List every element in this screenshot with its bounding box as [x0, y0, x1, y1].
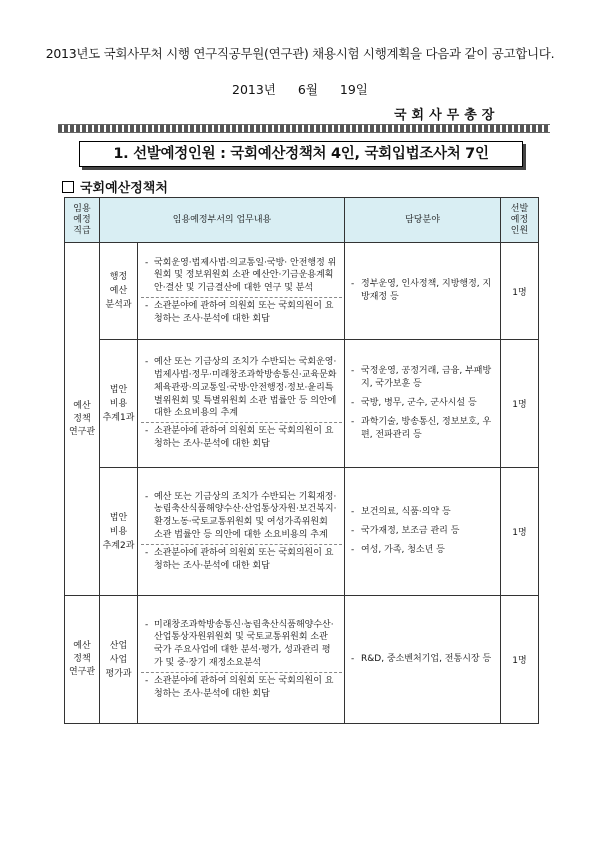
count-cell: 1명	[501, 243, 539, 340]
duty-item: - 국회운영·법제사법·의교통일·국방· 안전행정 위원회 및 정보위원회 소관 예산안·기금운용계획안·결산 및 기금결산에 대한 연구 및 분석	[145, 257, 338, 295]
fields-cell	[345, 243, 501, 340]
duty-item: - 소관분야에 관하여 의원회 또는 국회의원이 요청하는 조사·분석에 대한 회답	[145, 300, 338, 326]
issuer: 국회사무총장	[394, 108, 500, 123]
dept-cell: 법안 비용 추계2과	[100, 468, 138, 596]
field-item: - 여성, 가족, 청소년 등	[351, 544, 492, 557]
count-cell: 1명	[501, 340, 539, 468]
dept-cell: 법안 비용 추계1과	[100, 340, 138, 468]
duty-item: - 소관분야에 관하여 의원회 또는 국회의원이 요청하는 조사·분석에 대한 회답	[145, 675, 338, 701]
intro-text: 2013년도 국회사무처 시행 연구직공무원(연구관) 채용시험 시행계획을 다음과 같이 공고합니다.	[45, 46, 555, 61]
duty-item: - 소관분야에 관하여 의원회 또는 국회의원이 요청하는 조사·분석에 대한 회답	[145, 547, 338, 573]
table-row	[65, 468, 539, 596]
duty-item: - 예산 또는 기금상의 조치가 수반되는 기획재정·농림축산식품해양수산·산업통상자원·보건복지·환경노동·국토교통위원회 및 여성가족위원회 소관 법률안 등 의안에 대한 소요비용의 추계	[145, 491, 338, 542]
org-cell: 예산 정책 연구관	[65, 243, 100, 596]
dept-cell: 산업 사업 평가과	[100, 596, 138, 724]
field-item: - 과학기술, 방송통신, 정보보호, 우편, 전파관리 등	[351, 416, 492, 442]
fields-cell	[345, 340, 501, 468]
dashed-separator	[141, 297, 342, 298]
org-cell: 예산 정책 연구관	[65, 596, 100, 724]
date-month: 6월	[297, 82, 318, 97]
table-row	[65, 340, 539, 468]
duties-cell	[138, 340, 345, 468]
announcement-date	[232, 80, 384, 98]
header-fields: 담당분야	[345, 198, 501, 243]
field-item: - 국방, 병무, 군수, 군사시설 등	[351, 397, 492, 410]
fields-cell	[345, 468, 501, 596]
dept-cell: 행정 예산 분석과	[100, 243, 138, 340]
field-item: - 보건의료, 식품·의약 등	[351, 506, 492, 519]
header-count: 선발 예정 인원	[501, 198, 539, 243]
count-cell: 1명	[501, 596, 539, 724]
table-row	[65, 243, 539, 340]
duties-cell	[138, 596, 345, 724]
duty-item: - 예산 또는 기금상의 조치가 수반되는 국회운영·법제사법·정무·미래창조과학방송통신·교육문화체육관광·의교통일·국방·안전행정·정보·윤리특별위원회 및 특별위원회 소관 법률안 등 의안에 대한 소요비용의 추계	[145, 356, 338, 420]
field-item: - 정부운영, 인사정책, 지방행정, 지방재정 등	[351, 278, 492, 304]
duty-item: - 소관분야에 관하여 의원회 또는 국회의원이 요청하는 조사·분석에 대한 회답	[145, 425, 338, 451]
checkbox-square-icon	[62, 181, 74, 193]
dashed-separator	[141, 422, 342, 423]
subheading	[62, 177, 168, 196]
duties-cell	[138, 243, 345, 340]
decorative-divider	[58, 124, 550, 133]
table-header-row	[65, 198, 539, 243]
dashed-separator	[141, 544, 342, 545]
section-title: 1. 선발예정인원 : 국회예산정책처 4인, 국회입법조사처 7인	[79, 141, 523, 167]
dashed-separator	[141, 672, 342, 673]
count-cell: 1명	[501, 468, 539, 596]
header-duties: 임용예정부서의 업무내용	[100, 198, 345, 243]
field-item: - 국가재정, 보조금 관리 등	[351, 525, 492, 538]
field-item: - R&D, 중소벤처기업, 전통시장 등	[351, 653, 492, 666]
subheading-text: 국회예산정책처	[80, 181, 168, 196]
fields-cell	[345, 596, 501, 724]
field-item: - 국정운영, 공정거래, 금융, 부패방지, 국가보훈 등	[351, 365, 492, 391]
duties-cell	[138, 468, 345, 596]
date-year: 2013년	[232, 82, 276, 97]
recruitment-table	[64, 197, 539, 724]
table-row	[65, 596, 539, 724]
header-rank: 임용 예정 직급	[65, 198, 100, 243]
duty-item: - 미래창조과학방송통신·농림축산식품해양수산·산업통상자원위원회 및 국토교통위원회 소관 국가 주요사업에 대한 분석·평가, 성과관리 평가 및 중·장기 재정소요분석	[145, 619, 338, 670]
date-day: 19일	[339, 82, 368, 97]
